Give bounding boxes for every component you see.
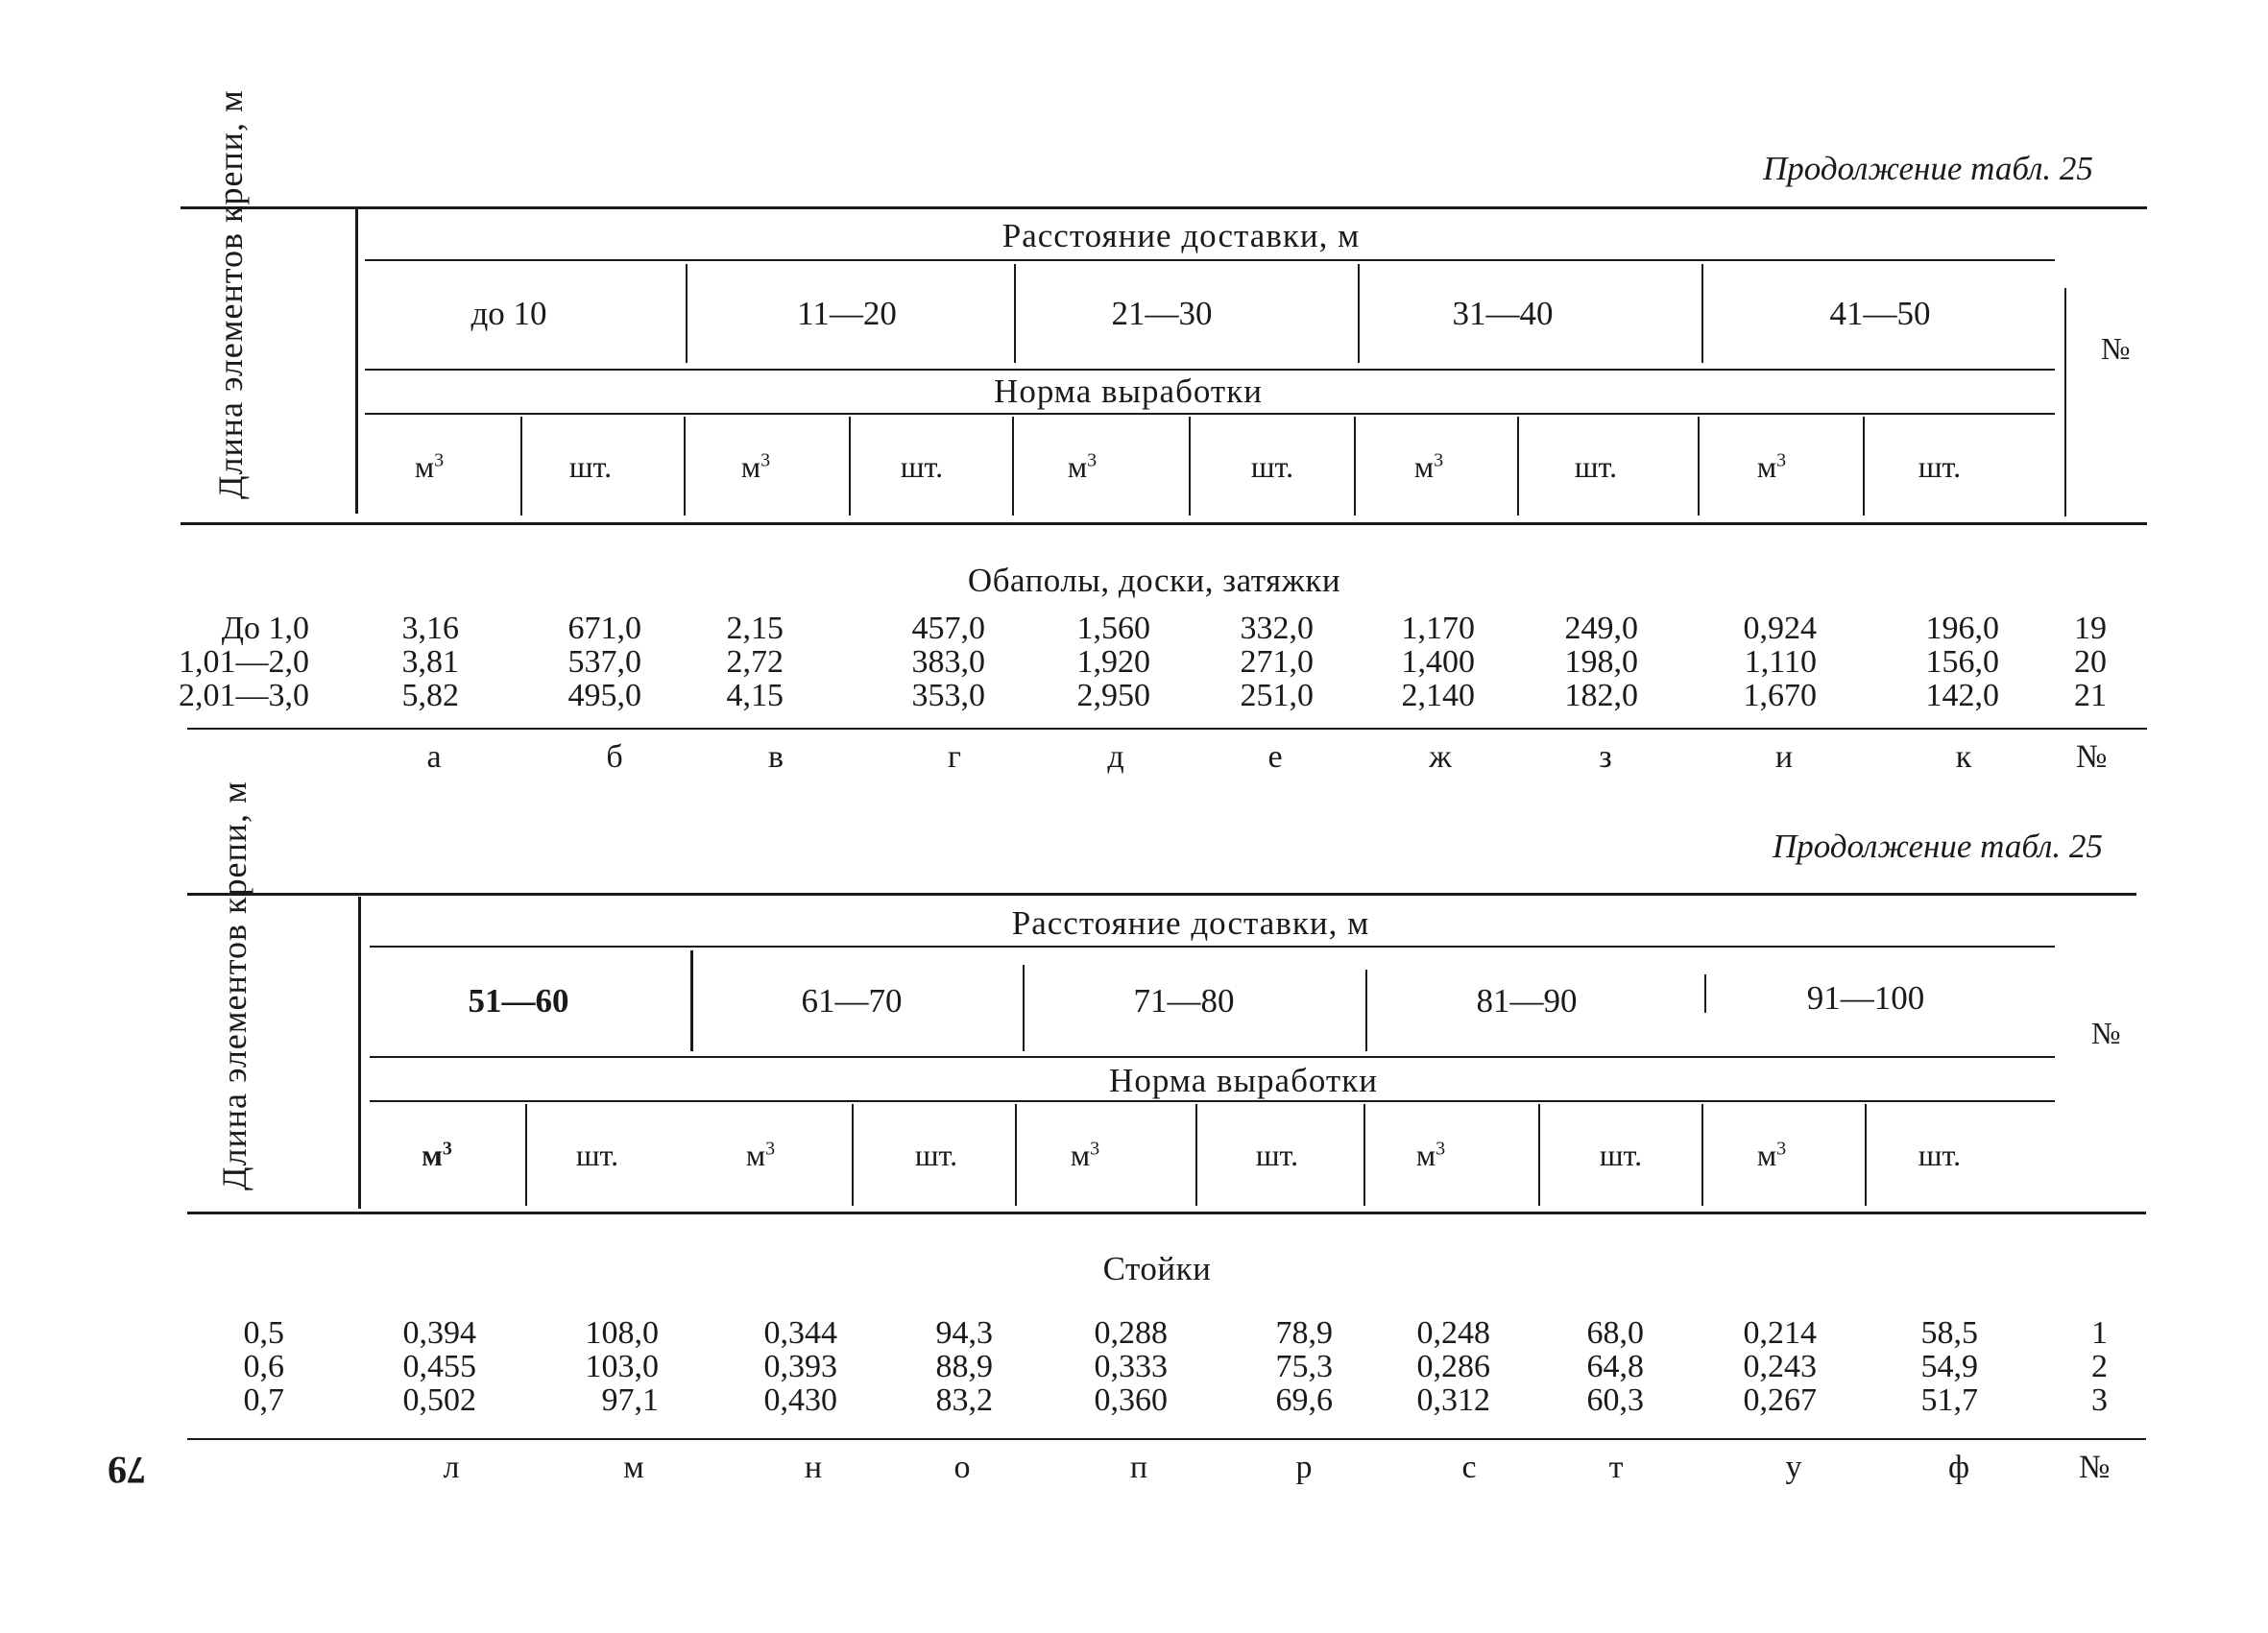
no-header: № xyxy=(2091,1016,2121,1050)
range-divider xyxy=(1365,970,1367,1051)
table-cell: 0,344 xyxy=(763,1315,837,1351)
column-letter: г xyxy=(948,739,961,775)
column-letter: ф xyxy=(1947,1450,1970,1485)
table-cell: 196,0 xyxy=(1925,611,1999,646)
table-cell: 457,0 xyxy=(911,611,985,646)
unit-divider xyxy=(852,1104,854,1206)
table-cell: 1,400 xyxy=(1401,644,1475,680)
footer-rule xyxy=(187,728,2147,730)
table-cell: 0,430 xyxy=(763,1382,837,1418)
table-cell: 78,9 xyxy=(1275,1315,1333,1351)
range-divider xyxy=(1014,264,1016,363)
unit-m3: $м^3$ xyxy=(740,449,771,484)
range-5: 41—50 xyxy=(1829,295,1931,332)
unit-divider xyxy=(1538,1104,1540,1206)
column-letter: у xyxy=(1785,1450,1802,1485)
table-cell: 1,170 xyxy=(1401,611,1475,646)
norm-header: Норма выработки xyxy=(994,372,1263,410)
unit-sht: шт. xyxy=(568,449,613,484)
distance-header: Расстояние доставки, м xyxy=(1011,904,1370,942)
column-letter: п xyxy=(1129,1450,1148,1485)
norm-rule xyxy=(365,413,2055,415)
table-cell: 58,5 xyxy=(1920,1315,1978,1351)
column-letter: е xyxy=(1267,739,1283,775)
range-divider xyxy=(1704,974,1706,1013)
table-cell: 182,0 xyxy=(1564,678,1638,713)
table-cell: 156,0 xyxy=(1925,644,1999,680)
table-top-rule xyxy=(181,206,2147,209)
unit-m3: $м^3$ xyxy=(1070,1138,1100,1172)
header-bottom-rule xyxy=(181,522,2147,525)
unit-divider xyxy=(1195,1104,1197,1206)
table-cell: 0,214 xyxy=(1743,1315,1817,1351)
footer-no-label: № xyxy=(2076,739,2108,775)
column-letter: ж xyxy=(1429,739,1452,775)
table-cell: 0,248 xyxy=(1416,1315,1490,1351)
column-letter: н xyxy=(804,1450,823,1485)
table-cell: 0,312 xyxy=(1416,1382,1490,1418)
table-cell: 4,15 xyxy=(726,678,784,713)
row-label: 0,7 xyxy=(243,1382,284,1418)
table-cell: 75,3 xyxy=(1275,1349,1333,1384)
row-number: 2 xyxy=(2091,1349,2108,1384)
table-cell: 0,243 xyxy=(1743,1349,1817,1384)
table-cell: 108,0 xyxy=(585,1315,659,1351)
table-cell: 60,3 xyxy=(1586,1382,1644,1418)
footer-rule xyxy=(187,1438,2146,1440)
no-column-divider xyxy=(2064,288,2066,516)
range-divider xyxy=(1358,264,1360,363)
column-letter: с xyxy=(1461,1450,1477,1485)
unit-m3: $м^3$ xyxy=(1756,1138,1787,1172)
row-header-line1: Длина элементов крепи, м xyxy=(211,89,250,499)
range-1: до 10 xyxy=(470,295,547,332)
table-cell: 2,15 xyxy=(726,611,784,646)
unit-divider xyxy=(1015,1104,1017,1206)
distance-header: Расстояние доставки, м xyxy=(1001,217,1361,254)
column-letter: о xyxy=(953,1450,971,1485)
unit-m3: $м^3$ xyxy=(414,449,445,484)
table-cell: 1,670 xyxy=(1743,678,1817,713)
unit-m3: $м^3$ xyxy=(1415,1138,1446,1172)
row-label: 1,01—2,0 xyxy=(179,644,309,680)
unit-divider xyxy=(684,417,686,516)
table-cell: 0,267 xyxy=(1743,1382,1817,1418)
range-3: 21—30 xyxy=(1111,295,1213,332)
page-number: 79 xyxy=(108,1449,146,1492)
table-cell: 5,82 xyxy=(401,678,459,713)
table-cell: 1,920 xyxy=(1076,644,1150,680)
unit-m3: $м^3$ xyxy=(1413,449,1444,484)
table-top-rule xyxy=(187,893,2136,896)
unit-sht: шт. xyxy=(900,449,944,484)
column-letter: а xyxy=(426,739,442,775)
unit-m3: $м^3$ xyxy=(745,1138,776,1172)
section-title: Обаполы, доски, затяжки xyxy=(967,562,1341,599)
table-cell: 1,560 xyxy=(1076,611,1150,646)
unit-divider xyxy=(1701,1104,1703,1206)
table-cell: 0,393 xyxy=(763,1349,837,1384)
table-cell: 69,6 xyxy=(1275,1382,1333,1418)
unit-sht: шт. xyxy=(1574,449,1618,484)
unit-divider xyxy=(1698,417,1700,516)
unit-sht: шт. xyxy=(1599,1138,1643,1172)
unit-divider xyxy=(849,417,851,516)
table-cell: 3,81 xyxy=(401,644,459,680)
no-header: № xyxy=(2101,331,2131,366)
unit-divider xyxy=(1012,417,1014,516)
table-cell: 251,0 xyxy=(1240,678,1314,713)
table-cell: 103,0 xyxy=(585,1349,659,1384)
row-number: 20 xyxy=(2074,644,2107,680)
range-rule xyxy=(370,1056,2055,1058)
norm-rule xyxy=(370,1100,2055,1102)
range-4: 31—40 xyxy=(1452,295,1554,332)
table-cell: 83,2 xyxy=(935,1382,993,1418)
unit-sht: шт. xyxy=(1918,449,1962,484)
row-label: 0,6 xyxy=(243,1349,284,1384)
unit-divider xyxy=(525,1104,527,1206)
table-cell: 2,140 xyxy=(1401,678,1475,713)
range-divider xyxy=(686,264,688,363)
range-divider xyxy=(1701,264,1703,363)
section-title: Стойки xyxy=(1102,1250,1212,1287)
table-cell: 94,3 xyxy=(935,1315,993,1351)
range-1: 51—60 xyxy=(468,982,569,1020)
table-cell: 54,9 xyxy=(1920,1349,1978,1384)
table-cell: 64,8 xyxy=(1586,1349,1644,1384)
norm-header: Норма выработки xyxy=(1109,1062,1378,1099)
distance-rule xyxy=(365,259,2055,261)
column-letter: б xyxy=(606,739,623,775)
table-cell: 353,0 xyxy=(911,678,985,713)
table-cell: 2,72 xyxy=(726,644,784,680)
column-letter: к xyxy=(1955,739,1972,775)
row-number: 19 xyxy=(2074,611,2107,646)
row-label: До 1,0 xyxy=(221,611,309,646)
table-cell: 537,0 xyxy=(567,644,641,680)
row-number: 1 xyxy=(2091,1315,2108,1351)
range-3: 71—80 xyxy=(1133,982,1235,1020)
column-letter: в xyxy=(767,739,784,775)
unit-m3: $м^3$ xyxy=(1756,449,1787,484)
unit-divider xyxy=(1189,417,1191,516)
range-rule xyxy=(365,369,2055,371)
distance-rule xyxy=(370,946,2055,948)
range-2: 11—20 xyxy=(797,295,897,332)
table-cell: 198,0 xyxy=(1564,644,1638,680)
table-cell: 1,110 xyxy=(1744,644,1817,680)
row-label: 2,01—3,0 xyxy=(179,678,309,713)
table-caption: Продолжение табл. 25 xyxy=(1773,828,2103,865)
table-cell: 271,0 xyxy=(1240,644,1314,680)
table-cell: 97,1 xyxy=(601,1382,659,1418)
column-letter: з xyxy=(1599,739,1612,775)
unit-sht: шт. xyxy=(575,1138,619,1172)
unit-m3: $м^3$ xyxy=(422,1138,452,1172)
table-cell: 671,0 xyxy=(567,611,641,646)
range-divider xyxy=(690,950,693,1051)
row-number: 3 xyxy=(2091,1382,2108,1418)
table-cell: 2,950 xyxy=(1076,678,1150,713)
table-cell: 142,0 xyxy=(1925,678,1999,713)
table-cell: 495,0 xyxy=(567,678,641,713)
table-cell: 383,0 xyxy=(911,644,985,680)
table-cell: 0,288 xyxy=(1094,1315,1168,1351)
table-cell: 51,7 xyxy=(1920,1382,1978,1418)
table-cell: 0,502 xyxy=(402,1382,476,1418)
footer-no-label: № xyxy=(2079,1450,2111,1485)
range-2: 61—70 xyxy=(801,982,903,1020)
table-cell: 0,286 xyxy=(1416,1349,1490,1384)
range-divider xyxy=(1023,965,1025,1051)
range-5: 91—100 xyxy=(1806,979,1925,1017)
header-bottom-rule xyxy=(187,1212,2146,1214)
table-cell: 0,333 xyxy=(1094,1349,1168,1384)
table-cell: 68,0 xyxy=(1586,1315,1644,1351)
unit-sht: шт. xyxy=(1250,449,1294,484)
table-caption: Продолжение табл. 25 xyxy=(1763,150,2093,187)
row-label: 0,5 xyxy=(243,1315,284,1351)
column-letter: т xyxy=(1608,1450,1624,1485)
column-letter: р xyxy=(1295,1450,1313,1485)
table-cell: 0,924 xyxy=(1743,611,1817,646)
unit-divider xyxy=(520,417,522,516)
table-cell: 0,394 xyxy=(402,1315,476,1351)
unit-sht: шт. xyxy=(914,1138,958,1172)
column-letter: л xyxy=(443,1450,460,1485)
table-cell: 88,9 xyxy=(935,1349,993,1384)
unit-sht: шт. xyxy=(1918,1138,1962,1172)
unit-divider xyxy=(1865,1104,1867,1206)
unit-divider xyxy=(1517,417,1519,516)
table-cell: 0,455 xyxy=(402,1349,476,1384)
unit-divider xyxy=(1863,417,1865,516)
row-number: 21 xyxy=(2074,678,2107,713)
unit-sht: шт. xyxy=(1255,1138,1299,1172)
row-header-divider xyxy=(355,209,358,514)
unit-divider xyxy=(1354,417,1356,516)
table-cell: 249,0 xyxy=(1564,611,1638,646)
row-header-line1: Длина элементов крепи, м xyxy=(215,780,253,1190)
column-letter: д xyxy=(1107,739,1124,775)
unit-m3: $м^3$ xyxy=(1067,449,1098,484)
unit-divider xyxy=(1363,1104,1365,1206)
column-letter: и xyxy=(1774,739,1794,775)
table-cell: 0,360 xyxy=(1094,1382,1168,1418)
row-header-divider xyxy=(358,897,361,1209)
column-letter: м xyxy=(623,1450,644,1485)
range-4: 81—90 xyxy=(1476,982,1578,1020)
table-cell: 3,16 xyxy=(401,611,459,646)
table-cell: 332,0 xyxy=(1240,611,1314,646)
